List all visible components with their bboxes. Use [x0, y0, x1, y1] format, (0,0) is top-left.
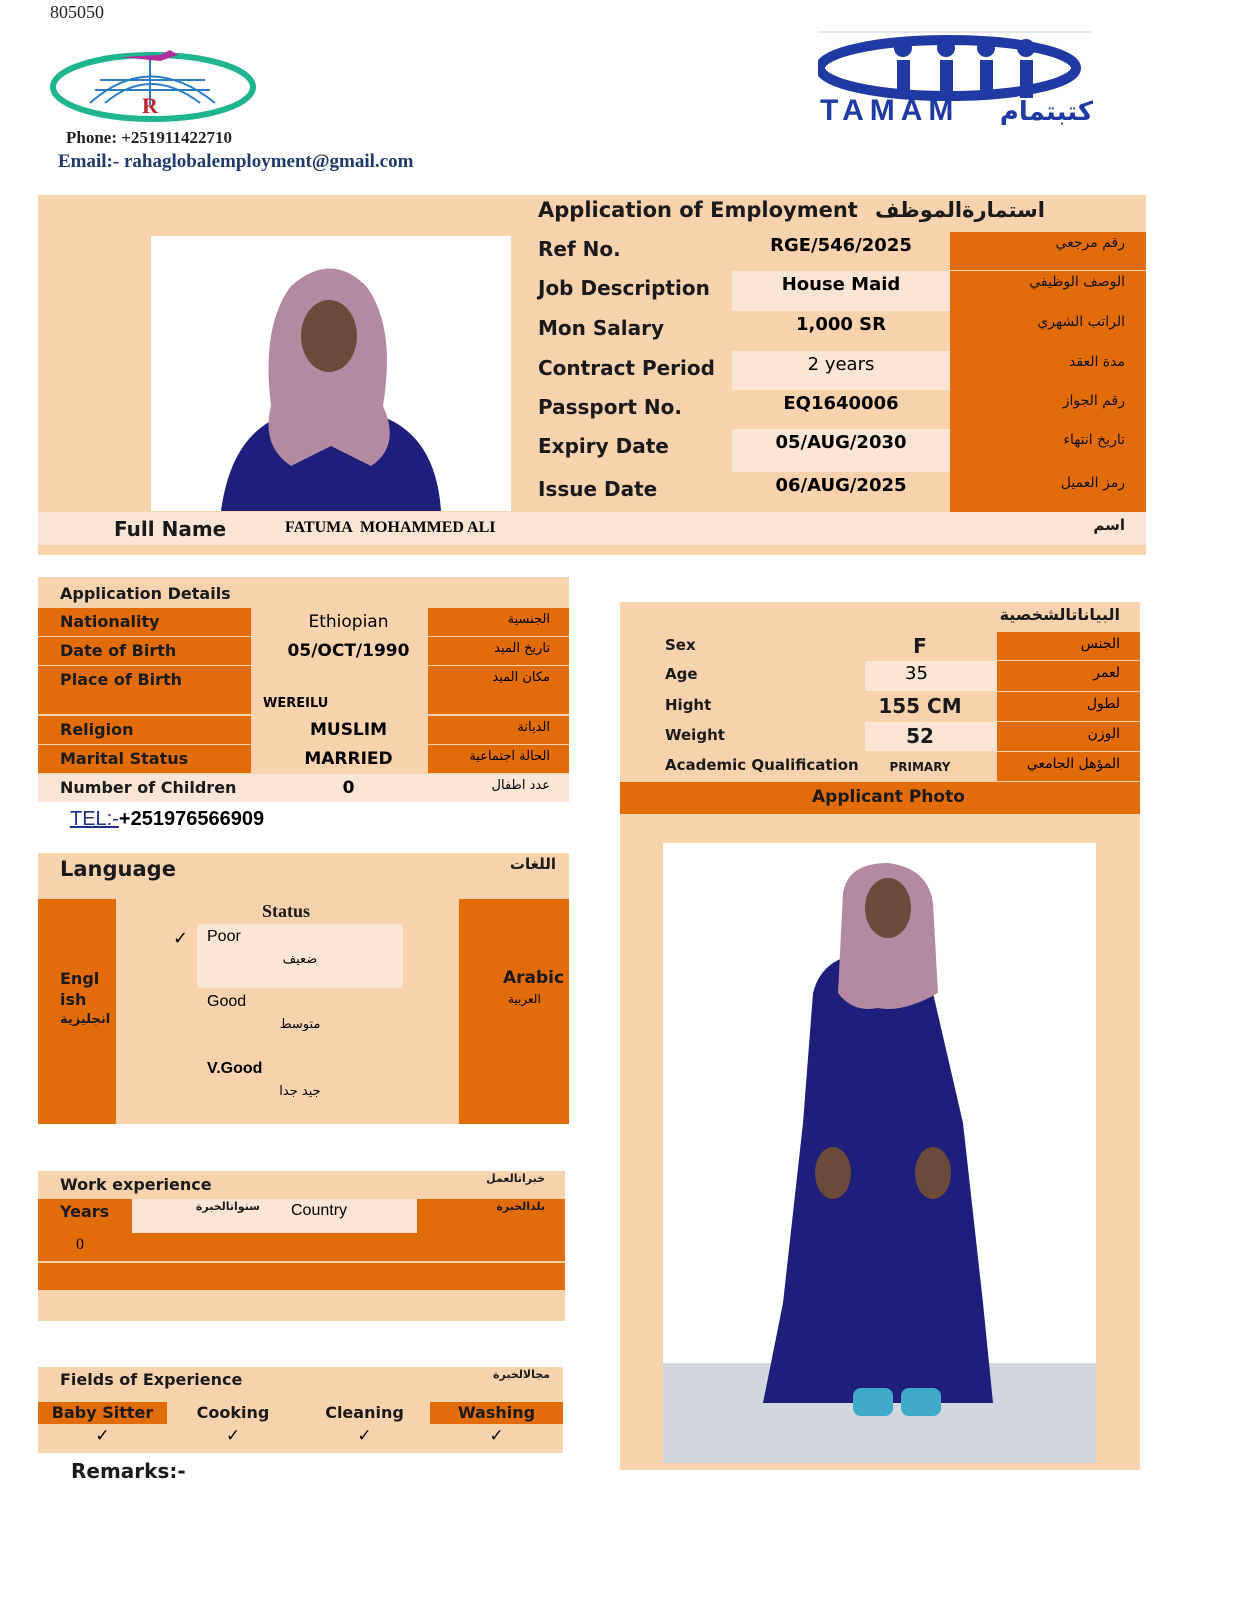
- full-name-label: Full Name: [114, 517, 227, 541]
- field-check-mark: ✓: [357, 1426, 372, 1446]
- detail-value: 05/OCT/1990: [287, 641, 410, 661]
- info-value: 06/AUG/2025: [775, 475, 907, 496]
- language-english-ar: انجليزية: [60, 1012, 111, 1027]
- info-label: Job Description: [538, 276, 710, 300]
- info-ar: رقم مرجعي: [1055, 235, 1125, 251]
- detail-value: 0: [342, 778, 355, 798]
- language-level-ar: جيد جدا: [279, 1084, 321, 1099]
- detail-value: MARRIED: [304, 749, 393, 769]
- work-row-1: [38, 1233, 565, 1261]
- application-title: Application of Employment: [538, 198, 858, 222]
- work-experience-title: Work experience: [60, 1175, 212, 1194]
- field-check-mark: ✓: [95, 1426, 110, 1446]
- detail-label: Place of Birth: [60, 670, 183, 689]
- info-label: Issue Date: [538, 477, 658, 501]
- tel-number: +251976566909: [118, 808, 265, 830]
- work-years-header-ar: سنواتالخبرة: [195, 1200, 260, 1213]
- info-label: Passport No.: [538, 395, 682, 419]
- full-name-ar: اسم: [1093, 516, 1125, 534]
- personal-value: 52: [906, 724, 934, 748]
- language-title: Language: [60, 857, 176, 881]
- personal-value: F: [913, 634, 927, 658]
- document-number: 805050: [50, 2, 104, 22]
- info-value: RGE/546/2025: [770, 235, 912, 256]
- field-label: Cooking: [196, 1403, 270, 1422]
- work-country-header: Country: [291, 1202, 348, 1219]
- field-label: Cleaning: [325, 1403, 404, 1422]
- work-row-1-years: 0: [76, 1236, 84, 1253]
- field-check-mark: ✓: [489, 1426, 504, 1446]
- agency-logo-letter: R: [142, 93, 158, 118]
- detail-ar: الجنسية: [507, 612, 550, 627]
- tel-line: [70, 808, 264, 831]
- personal-label: Academic Qualification: [665, 756, 859, 774]
- work-row-2: [38, 1263, 565, 1290]
- info-ar: تاريخ انتهاء: [1063, 432, 1125, 448]
- field-label: Washing: [457, 1403, 536, 1422]
- personal-ar: المؤهل الجامعي: [1026, 756, 1120, 772]
- detail-value: MUSLIM: [309, 720, 388, 740]
- language-status-header: Status: [262, 901, 311, 921]
- work-experience-title-ar: خبراتالعمل: [486, 1172, 545, 1185]
- field-label: Baby Sitter: [51, 1403, 154, 1422]
- agency-logo: [50, 45, 260, 130]
- personal-value: 155 CM: [878, 694, 962, 718]
- language-level-ar: متوسط: [279, 1017, 321, 1032]
- info-ar: رقم الجواز: [1062, 393, 1125, 409]
- tamam-logo-latin: TAMAM: [820, 94, 960, 125]
- info-value: EQ1640006: [783, 393, 899, 414]
- application-details-title: Application Details: [60, 584, 231, 603]
- work-years-header: Years: [60, 1202, 110, 1221]
- personal-value: 35: [905, 663, 928, 684]
- personal-value-cell: [865, 661, 997, 691]
- applicant-portrait-photo: [151, 236, 511, 511]
- applicant-photo-label: Applicant Photo: [812, 787, 965, 807]
- language-arabic-col: [459, 899, 569, 1124]
- language-arabic-label: Arabic: [503, 968, 565, 988]
- field-check-mark: ✓: [225, 1426, 241, 1446]
- language-level-en: V.Good: [207, 1060, 263, 1077]
- tel-prefix: TEL:-: [70, 808, 119, 830]
- detail-label: Marital Status: [60, 749, 189, 768]
- detail-ar: عدد اطفال: [491, 778, 550, 793]
- info-ar: الراتب الشهري: [1037, 314, 1125, 330]
- detail-ar: مكان الميد: [492, 670, 550, 685]
- info-label: Contract Period: [538, 356, 715, 380]
- language-level-en: Poor: [207, 928, 241, 945]
- info-label: Expiry Date: [538, 434, 669, 458]
- detail-value: WEREILU: [263, 696, 329, 711]
- detail-ar: تاريخ الميد: [494, 641, 550, 656]
- info-value: 2 years: [807, 354, 875, 375]
- fields-title-ar: مجالالخبرة: [493, 1368, 550, 1381]
- detail-value: Ethiopian: [308, 612, 389, 632]
- info-ar: رمز العميل: [1060, 475, 1125, 491]
- agency-phone: Phone: +251911422710: [66, 128, 232, 147]
- info-value: 1,000 SR: [795, 314, 887, 335]
- personal-value: PRIMARY: [889, 760, 951, 774]
- personal-title-ar: البياناتالشخصية: [999, 605, 1120, 624]
- fields-title: Fields of Experience: [60, 1370, 243, 1389]
- personal-label: Weight: [665, 726, 725, 744]
- personal-ar: لطول: [1086, 696, 1120, 712]
- applicant-full-photo: [663, 843, 1096, 1463]
- tamam-logo-arabic: كتبتمام: [999, 97, 1093, 125]
- info-ar: مدة العقد: [1069, 354, 1125, 370]
- work-years-ar-cell: [132, 1199, 417, 1233]
- personal-label: Sex: [665, 636, 696, 654]
- language-arabic-ar: العربية: [508, 992, 541, 1006]
- detail-ar: الديانة: [517, 720, 550, 735]
- info-ar: الوصف الوظيفي: [1029, 274, 1125, 290]
- full-name-value: FATUMA MOHAMMED ALI: [285, 519, 496, 536]
- personal-ar: لعمر: [1093, 665, 1120, 681]
- tamam-logo: [818, 30, 1098, 125]
- application-title-ar: استمارةالموظف: [875, 198, 1045, 222]
- info-label: Ref No.: [538, 237, 621, 261]
- info-label: Mon Salary: [538, 316, 664, 340]
- personal-ar: الجنس: [1080, 636, 1120, 652]
- language-level-ar: ضعيف: [282, 952, 318, 967]
- language-check-mark: ✓: [173, 928, 189, 949]
- work-country-header-ar: بلدالخبرة: [496, 1200, 545, 1213]
- personal-ar: الوزن: [1087, 726, 1120, 742]
- language-english-label: English: [60, 969, 100, 1009]
- info-value: House Maid: [781, 274, 901, 295]
- detail-label: Nationality: [60, 612, 160, 631]
- detail-label: Number of Children: [60, 778, 237, 797]
- personal-label: Age: [665, 665, 698, 683]
- info-value: 05/AUG/2030: [775, 432, 907, 453]
- remarks-label: Remarks:-: [71, 1459, 186, 1483]
- detail-ar: الحالة اجتماعية: [469, 749, 550, 764]
- language-level-en: Good: [207, 993, 247, 1010]
- personal-label: Hight: [665, 696, 712, 714]
- language-title-ar: اللغات: [509, 855, 556, 873]
- detail-label: Date of Birth: [60, 641, 177, 660]
- detail-label: Religion: [60, 720, 134, 739]
- agency-email: Email:- rahaglobalemployment@gmail.com: [58, 151, 414, 172]
